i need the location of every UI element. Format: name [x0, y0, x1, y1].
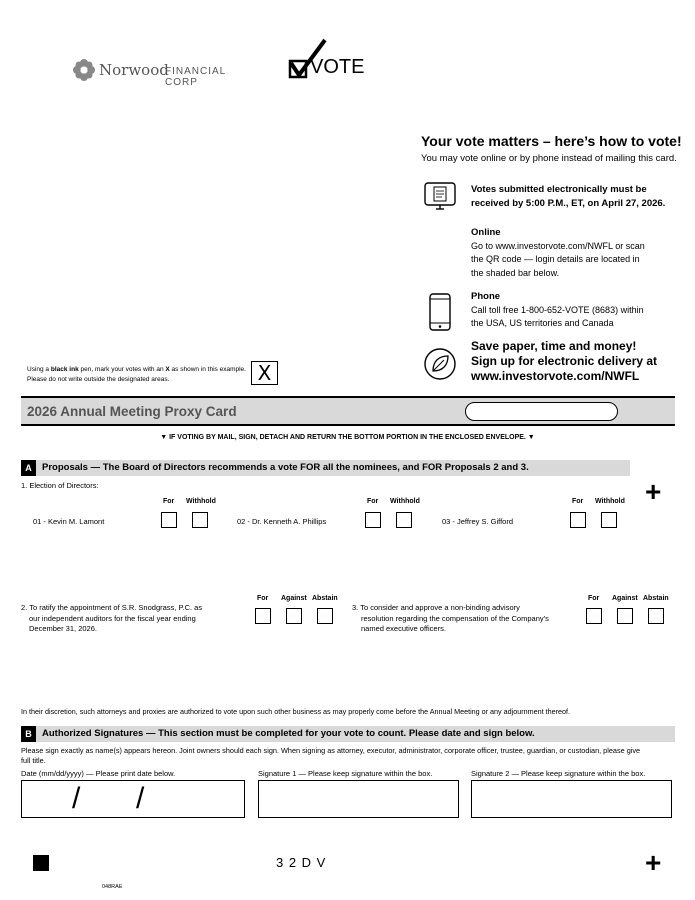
registration-plus-top: + — [645, 476, 662, 507]
col-withhold-3: Withhold — [595, 498, 625, 505]
card-title: 2026 Annual Meeting Proxy Card — [27, 404, 237, 419]
example-mark-box: X — [251, 361, 278, 385]
signature-2-label: Signature 2 — Please keep signature within the box. — [471, 769, 646, 778]
form-code: 3 2 D V — [276, 855, 327, 870]
p3-col-against: Against — [612, 595, 638, 602]
nominee-02: 02 - Dr. Kenneth A. Phillips — [237, 517, 327, 526]
section-a-bar — [21, 460, 630, 476]
p3-col-abstain: Abstain — [643, 595, 669, 602]
signature-2-box[interactable] — [471, 780, 672, 818]
vote-logo — [288, 38, 365, 82]
phone-icon — [429, 293, 451, 331]
col-for-3: For — [572, 498, 584, 505]
vote-subline: You may vote online or by phone instead of mailing this card. — [421, 153, 677, 164]
phone-line-2: the USA, US territories and Canada — [471, 318, 614, 328]
signature-1-box[interactable] — [258, 780, 459, 818]
nominee-03-withhold-checkbox[interactable] — [601, 512, 617, 528]
proxy-card-banner — [21, 396, 675, 426]
control-number-field[interactable] — [465, 402, 618, 421]
registration-plus-bottom: + — [645, 847, 662, 878]
section-b-title: Authorized Signatures — This section must be completed for your vote to count. Please date and sign below. — [42, 728, 535, 739]
nominee-02-for-checkbox[interactable] — [365, 512, 381, 528]
nominee-01: 01 - Kevin M. Lamont — [33, 517, 105, 526]
signing-instructions: Please sign exactly as name(s) appears hereon. Joint owners should each sign. When signing as attorney, executor, administrator, corporate officer, trustee, guardian, or custodian, please give full title. — [21, 746, 641, 765]
p2-col-for: For — [257, 595, 269, 602]
proposal-3-text: 3. To consider and approve a non-binding advisory resolution regarding the compensation of the Company’s named executive officers. — [352, 603, 549, 633]
nominee-01-withhold-checkbox[interactable] — [192, 512, 208, 528]
col-for-2: For — [367, 498, 379, 505]
section-b-bar — [21, 726, 675, 742]
online-title: Online — [471, 227, 501, 238]
deadline-line-1: Votes submitted electronically must be — [471, 184, 647, 195]
detach-instruction: ▼ IF VOTING BY MAIL, SIGN, DETACH AND RETURN THE BOTTOM PORTION IN THE ENCLOSED ENVELOPE. ▼ — [160, 434, 535, 441]
nominee-03: 03 - Jeffrey S. Gifford — [442, 517, 514, 526]
discretion-text: In their discretion, such attorneys and proxies are authorized to vote upon such other business as may properly come before the Annual Meeting or any adjournment thereof. — [21, 707, 570, 716]
company-name: Norwood — [99, 61, 169, 79]
section-b-letter: B — [21, 726, 36, 742]
p3-col-for: For — [588, 595, 600, 602]
phone-line-1: Call toll free 1-800-652-VOTE (8683) within — [471, 304, 644, 315]
online-line-3: the shaded bar below. — [471, 267, 560, 278]
proposal-2-for-checkbox[interactable] — [255, 608, 271, 624]
election-label: 1. Election of Directors: — [21, 481, 99, 490]
col-withhold-1: Withhold — [186, 498, 216, 505]
date-separator-1: / — [72, 782, 81, 815]
section-a-letter: A — [21, 460, 36, 476]
col-for-1: For — [163, 498, 175, 505]
date-label: Date (mm/dd/yyyy) — Please print date below. — [21, 769, 176, 778]
vote-logo-text: VOTE — [310, 56, 365, 78]
date-input-box[interactable] — [21, 780, 245, 818]
proposal-3-against-checkbox[interactable] — [617, 608, 633, 624]
online-line-2: the QR code — login details are located in — [471, 254, 640, 264]
proposal-3-for-checkbox[interactable] — [586, 608, 602, 624]
save-line-1: Save paper, time and money! — [471, 339, 637, 353]
section-a-title: Proposals — The Board of Directors recommends a vote FOR all the nominees, and FOR Proposals 2 and 3. — [42, 462, 529, 473]
online-line-1[interactable]: Go to www.investorvote.com/NWFL or scan — [471, 240, 645, 251]
proposal-2-text: 2. To ratify the appointment of S.R. Snodgrass, P.C. as our independent auditors for the fiscal year ending December 31, 2026. — [21, 603, 203, 633]
company-suffix: FINANCIAL CORP — [165, 66, 226, 88]
flower-logo-icon — [72, 58, 96, 82]
signature-1-label: Signature 1 — Please keep signature within the box. — [258, 769, 433, 778]
vote-headline: Your vote matters – here’s how to vote! — [421, 133, 682, 149]
proposal-2-against-checkbox[interactable] — [286, 608, 302, 624]
form-id: 048RAE — [102, 884, 123, 890]
save-line-2: Sign up for electronic delivery at — [471, 354, 658, 368]
date-separator-2: / — [136, 782, 145, 815]
proposal-2-abstain-checkbox[interactable] — [317, 608, 333, 624]
p2-col-abstain: Abstain — [312, 595, 338, 602]
nominee-02-withhold-checkbox[interactable] — [396, 512, 412, 528]
nominee-01-for-checkbox[interactable] — [161, 512, 177, 528]
phone-title: Phone — [471, 291, 501, 302]
registration-square — [33, 855, 49, 871]
deadline-line-2: received by 5:00 P.M., ET, on April 27, 2026. — [471, 197, 666, 209]
leaf-icon — [424, 348, 456, 380]
proposal-3-abstain-checkbox[interactable] — [648, 608, 664, 624]
company-logo — [72, 58, 262, 88]
nominee-03-for-checkbox[interactable] — [570, 512, 586, 528]
marking-note: Using a black ink pen, mark your votes with an X as shown in this example. Please do not write outside the designated areas. — [27, 366, 246, 383]
p2-col-against: Against — [281, 595, 307, 602]
save-line-3[interactable]: www.investorvote.com/NWFL — [471, 369, 640, 383]
col-withhold-2: Withhold — [390, 498, 420, 505]
monitor-icon — [424, 182, 456, 212]
